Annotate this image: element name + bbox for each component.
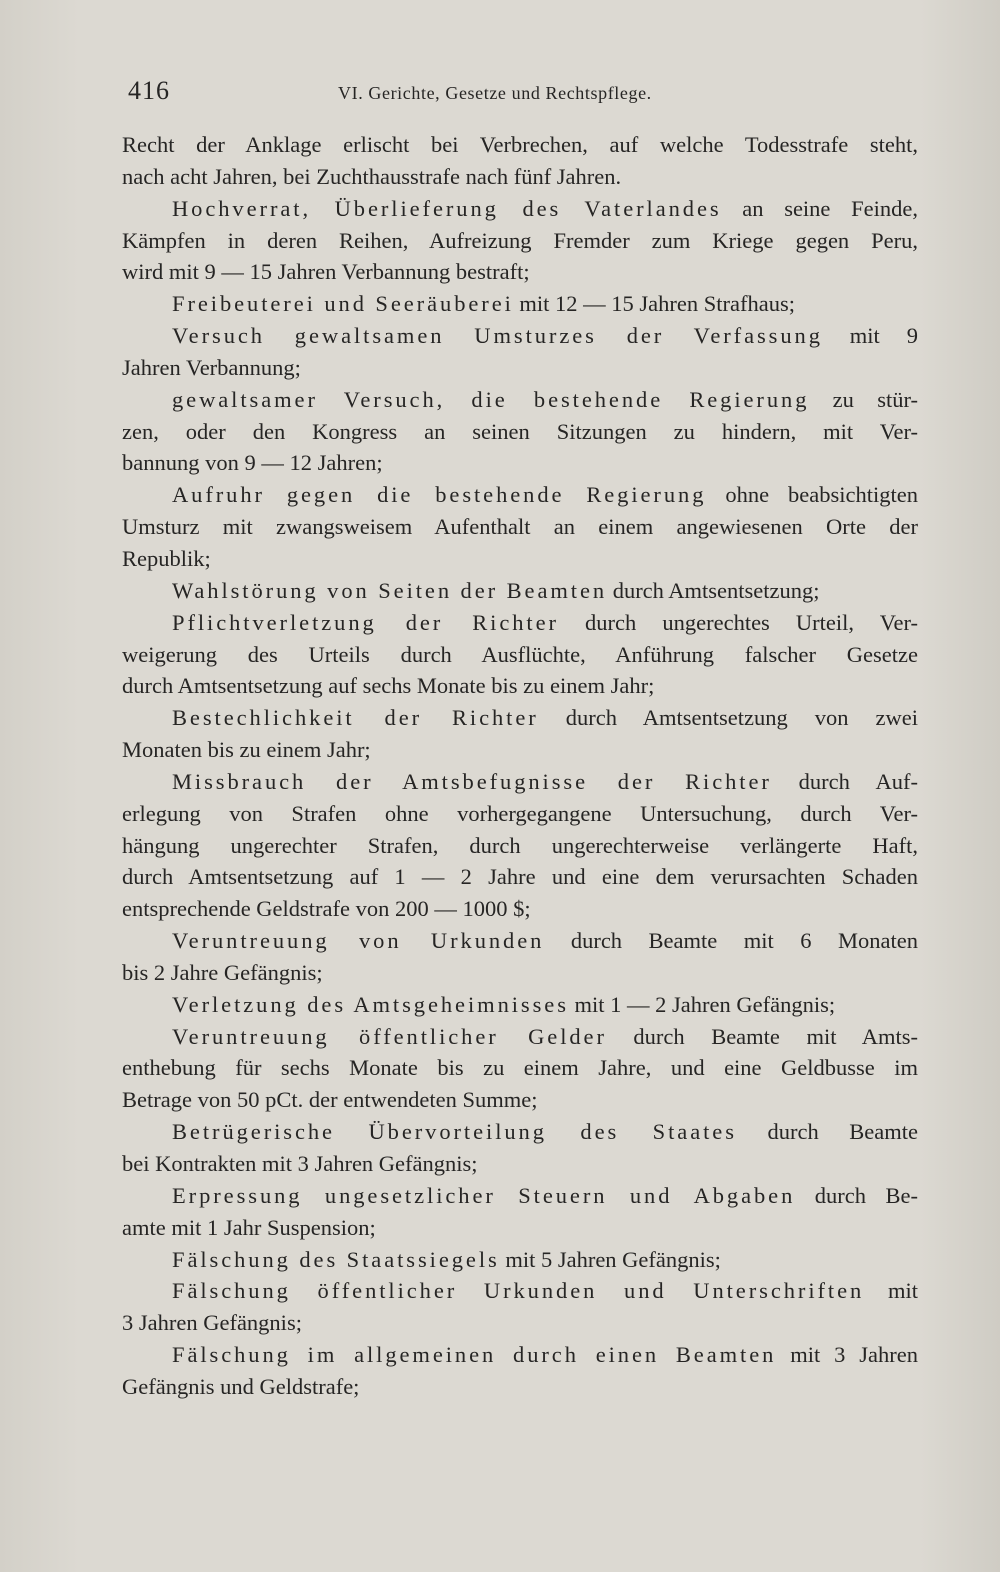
- text-line: [122, 1275, 918, 1307]
- emphasized-text: Fälschung öffentlicher Urkunden und Unterschriften: [172, 1278, 865, 1304]
- text-segment: hängung ungerechter Strafen, durch ungerechterweise verlängerte Haft,: [122, 832, 918, 858]
- text-segment: an seine Feinde,: [721, 195, 918, 221]
- emphasized-text: Pflichtverletzung der Richter: [172, 609, 559, 635]
- text-segment: Jahren Verbannung;: [122, 354, 301, 380]
- text-line: [122, 989, 918, 1021]
- text-segment: erlegung von Strafen ohne vorhergegangene Untersuchung, durch Ver-: [122, 800, 918, 826]
- text-line: [122, 1307, 918, 1339]
- emphasized-text: Wahlstörung von Seiten der Beamten: [172, 577, 608, 603]
- paragraph: [122, 575, 918, 607]
- text-segment: Republik;: [122, 545, 211, 571]
- text-line: [122, 543, 918, 575]
- text-segment: enthebung für sechs Monate bis zu einem Jahre, und eine Geldbusse im: [122, 1055, 918, 1081]
- text-segment: weigerung des Urteils durch Ausflüchte, Anführung falscher Gesetze: [122, 641, 918, 667]
- emphasized-text: Veruntreuung öffentlicher Gelder: [172, 1023, 607, 1049]
- text-segment: durch Beamte mit Amts-: [606, 1023, 918, 1049]
- text-segment: Kämpfen in deren Reihen, Aufreizung Fremder zum Kriege gegen Peru,: [122, 227, 918, 253]
- paragraph: [122, 129, 918, 193]
- text-segment: durch Amtsentsetzung von zwei: [538, 705, 919, 731]
- text-line: [122, 798, 918, 830]
- paragraph: [122, 1180, 918, 1244]
- paragraph: [122, 1339, 918, 1403]
- text-segment: durch Amtsentsetzung auf sechs Monate bis zu einem Jahr;: [122, 673, 655, 699]
- emphasized-text: Aufruhr gegen die bestehende Regierung: [172, 482, 707, 508]
- text-segment: durch Amtsentsetzung auf 1 — 2 Jahre und eine dem verursachten Schaden: [122, 864, 918, 890]
- text-segment: mit 9: [822, 323, 918, 349]
- text-line: [122, 1371, 918, 1403]
- text-line: [122, 766, 918, 798]
- text-line: [122, 1339, 918, 1371]
- text-segment: entsprechende Geldstrafe von 200 — 1000 $;: [122, 896, 531, 922]
- emphasized-text: Erpressung ungesetzlicher Steuern und Abgaben: [172, 1182, 796, 1208]
- text-line: [122, 161, 918, 193]
- emphasized-text: Fälschung im allgemeinen durch einen Beamten: [172, 1342, 777, 1368]
- text-line: [122, 670, 918, 702]
- emphasized-text: Betrügerische Übervorteilung des Staates: [172, 1119, 737, 1145]
- text-segment: mit 1 — 2 Jahren Gefängnis;: [568, 991, 836, 1017]
- paragraph: [122, 1021, 918, 1117]
- emphasized-text: Versuch gewaltsamen Umsturzes der Verfassung: [172, 323, 823, 349]
- emphasized-text: Missbrauch der Amtsbefugnisse der Richter: [172, 768, 772, 794]
- text-segment: ohne beabsichtigten: [706, 482, 918, 508]
- text-line: [122, 225, 918, 257]
- paragraph: [122, 702, 918, 766]
- emphasized-text: Veruntreuung von Urkunden: [172, 928, 545, 954]
- text-line: [122, 1116, 918, 1148]
- text-line: [122, 320, 918, 352]
- paragraph: [122, 1116, 918, 1180]
- text-line: [122, 575, 918, 607]
- text-line: [122, 957, 918, 989]
- text-segment: Monaten bis zu einem Jahr;: [122, 737, 371, 763]
- paragraph: [122, 384, 918, 480]
- text-segment: mit 3 Jahren: [776, 1342, 918, 1368]
- paragraph: [122, 320, 918, 384]
- text-segment: amte mit 1 Jahr Suspension;: [122, 1214, 376, 1240]
- text-line: [122, 734, 918, 766]
- text-line: [122, 479, 918, 511]
- text-line: [122, 384, 918, 416]
- text-segment: Recht der Anklage erlischt bei Verbrechen, auf welche Todesstrafe steht,: [122, 132, 918, 157]
- text-line: [122, 1212, 918, 1244]
- emphasized-text: Hochverrat, Überlieferung des Vaterlandes: [172, 195, 722, 221]
- text-segment: bis 2 Jahre Gefängnis;: [122, 959, 323, 985]
- paragraph: [122, 479, 918, 575]
- text-segment: durch Beamte: [736, 1119, 919, 1145]
- text-line: [122, 607, 918, 639]
- text-segment: 3 Jahren Gefängnis;: [122, 1310, 302, 1336]
- text-segment: durch Amtsentsetzung;: [607, 577, 820, 603]
- text-line: [122, 1180, 918, 1212]
- text-segment: durch Be-: [795, 1182, 919, 1208]
- text-line: [122, 639, 918, 671]
- paragraph: [122, 766, 918, 925]
- text-segment: mit: [864, 1278, 918, 1304]
- paragraph: [122, 1244, 918, 1276]
- text-line: [122, 1244, 918, 1276]
- text-segment: bei Kontrakten mit 3 Jahren Gefängnis;: [122, 1151, 478, 1176]
- running-head: VI. Gerichte, Gesetze und Rechtspflege.: [338, 83, 652, 103]
- text-segment: durch Beamte mit 6 Monaten: [544, 928, 918, 954]
- paragraph: [122, 193, 918, 289]
- text-segment: zu stür-: [809, 386, 918, 412]
- text-line: [122, 893, 918, 925]
- text-line: [122, 193, 918, 225]
- text-segment: bannung von 9 — 12 Jahren;: [122, 450, 383, 476]
- emphasized-text: Bestechlichkeit der Richter: [172, 705, 539, 731]
- text-segment: mit 12 — 15 Jahren Strafhaus;: [513, 291, 795, 317]
- text-line: [122, 511, 918, 543]
- text-line: [122, 830, 918, 862]
- paragraph: [122, 607, 918, 703]
- page-number: 416: [128, 76, 170, 105]
- emphasized-text: gewaltsamer Versuch, die bestehende Regierung: [172, 386, 810, 412]
- text-line: [122, 352, 918, 384]
- text-line: [122, 702, 918, 734]
- paragraph: [122, 925, 918, 989]
- emphasized-text: Verletzung des Amtsgeheimnisses: [172, 991, 569, 1017]
- text-line: [122, 861, 918, 893]
- paragraph: [122, 288, 918, 320]
- text-line: [122, 1148, 918, 1180]
- body-text: [122, 129, 918, 1403]
- text-line: [122, 129, 918, 161]
- text-line: [122, 256, 918, 288]
- text-segment: durch Auf-: [771, 768, 918, 794]
- text-line: [122, 1021, 918, 1053]
- emphasized-text: Fälschung des Staatssiegels: [172, 1246, 500, 1272]
- text-line: [122, 288, 918, 320]
- text-line: [122, 1084, 918, 1116]
- text-segment: Gefängnis und Geldstrafe;: [122, 1373, 360, 1399]
- text-segment: durch ungerechtes Urteil, Ver-: [558, 609, 918, 635]
- text-segment: nach acht Jahren, bei Zuchthausstrafe nach fünf Jahren.: [122, 163, 622, 189]
- text-segment: mit 5 Jahren Gefängnis;: [499, 1246, 721, 1272]
- text-line: [122, 416, 918, 448]
- text-segment: Betrage von 50 pCt. der entwendeten Summe;: [122, 1087, 538, 1113]
- paragraph: [122, 1275, 918, 1339]
- emphasized-text: Freibeuterei und Seeräuberei: [172, 291, 514, 317]
- text-segment: Umsturz mit zwangsweisem Aufenthalt an einem angewiesenen Orte der: [122, 514, 918, 540]
- paragraph: [122, 989, 918, 1021]
- text-segment: wird mit 9 — 15 Jahren Verbannung bestraft;: [122, 259, 530, 285]
- text-line: [122, 1052, 918, 1084]
- text-line: [122, 447, 918, 479]
- text-line: [122, 925, 918, 957]
- text-segment: zen, oder den Kongress an seinen Sitzungen zu hindern, mit Ver-: [122, 418, 918, 444]
